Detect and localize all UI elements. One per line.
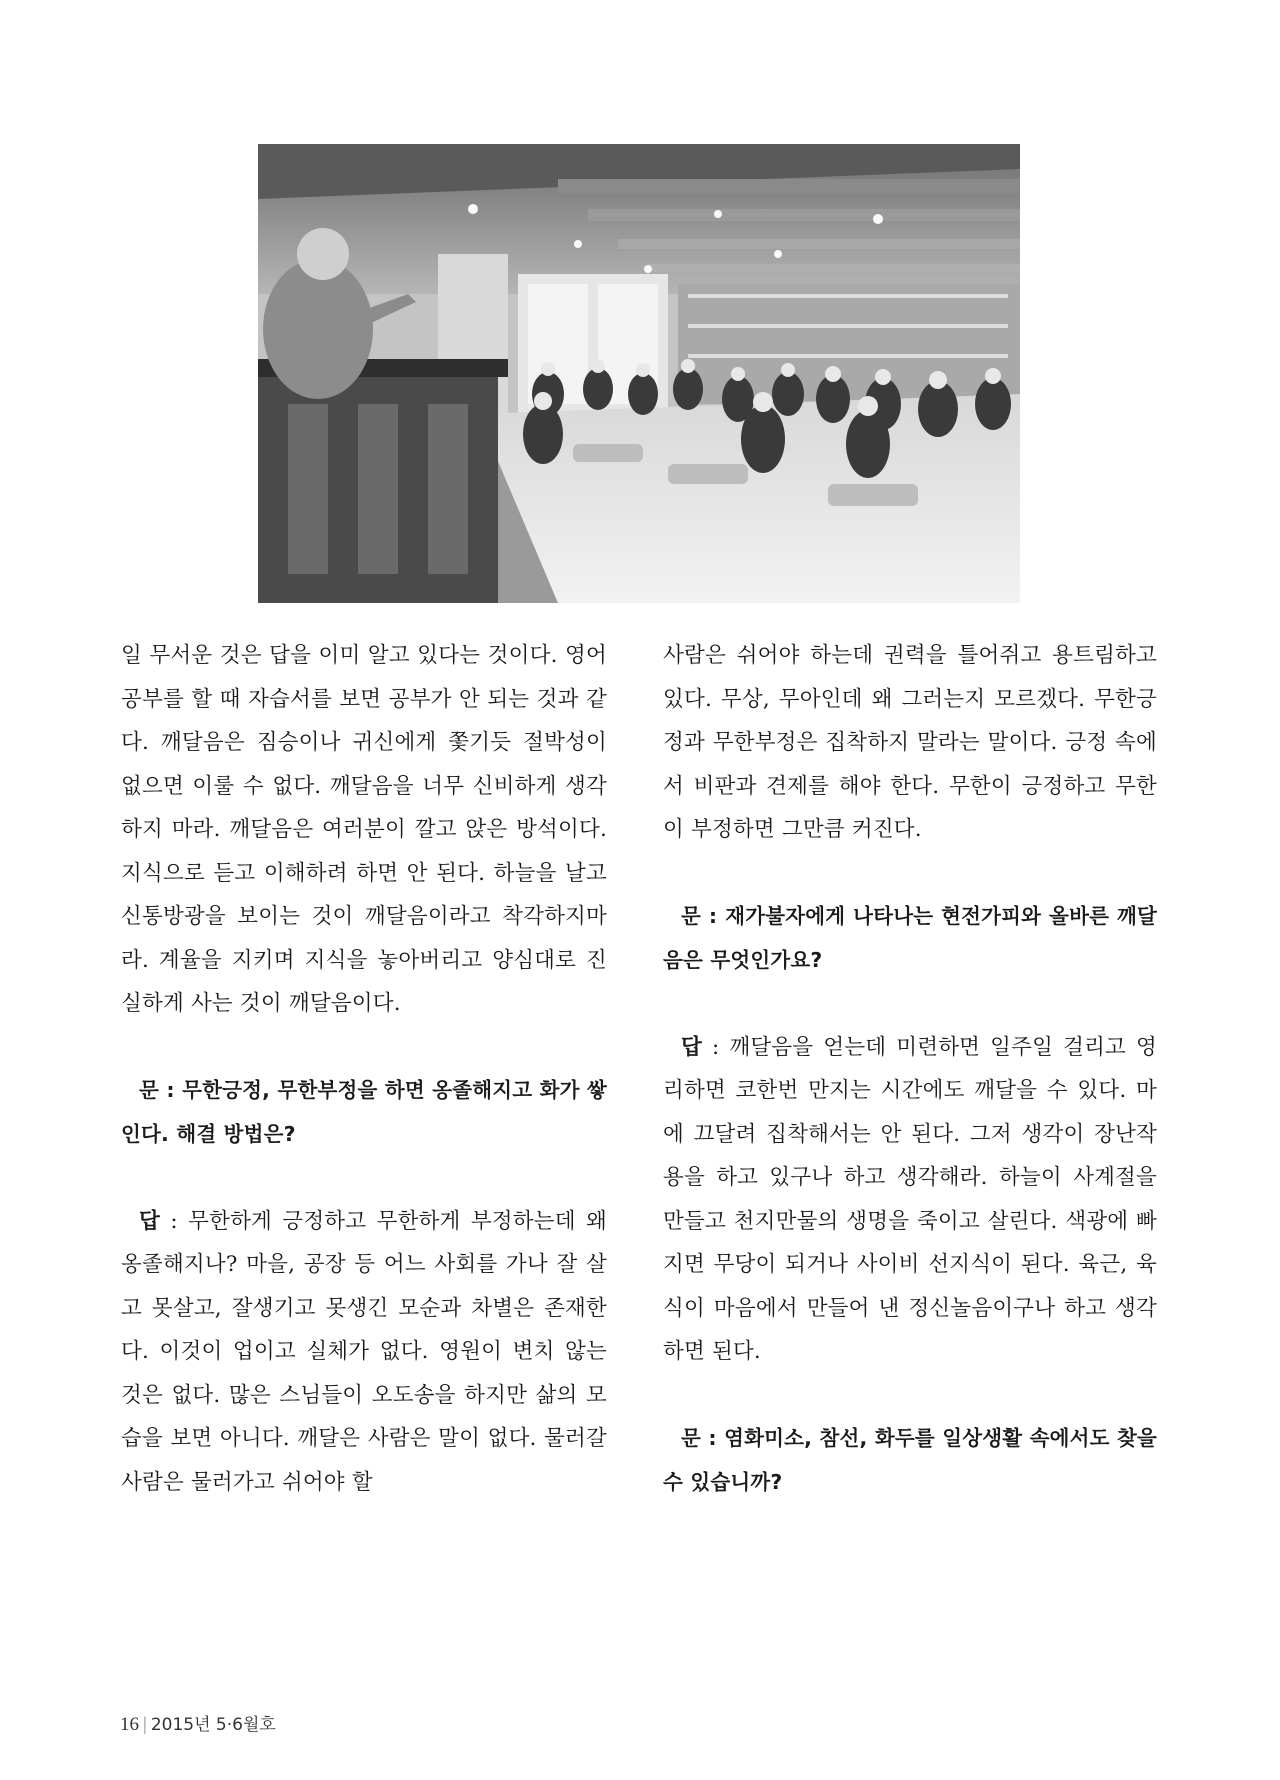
answer-paragraph [121, 1200, 607, 1505]
paragraph-spacer [663, 1374, 1157, 1418]
paragraph-spacer [663, 852, 1157, 896]
footer-separator: | [143, 1714, 147, 1735]
answer-label: 답 [139, 1208, 160, 1234]
paragraph-spacer [663, 982, 1157, 1026]
paragraph-spacer [121, 1026, 607, 1070]
paragraph-spacer [121, 1156, 607, 1200]
body-paragraph: 사람은 쉬어야 하는데 권력을 틀어쥐고 용트림하고 있다. 무상, 무아인데 왜 그러는지 모르겠다. 무한긍정과 무한부정은 집착하지 말라는 말이다. 긍정 속에서 비판과 견제를 해야 한다. 무한이 긍정하고 무한이 부정하면 그만큼 커진다. [663, 643, 1157, 842]
dharma-hall-illustration [258, 144, 1020, 603]
answer-text: : 깨달음을 얻는데 미련하면 일주일 걸리고 영리하면 코한번 만지는 시간에도 깨달을 수 있다. 마에 끄달려 집착해서는 안 된다. 그저 생각이 장난작용을 하고 있구나 하고 생각해라. 하늘이 사계절을 만들고 천지만물의 생명을 죽이고 살린다. 색광에 빠지면 무당이 되거나 사이비 선지식이 된다. 육근, 육식이 마음에서 만들어 낸 정신놀음이구나 하고 생각하면 된다. [663, 1034, 1157, 1364]
answer-label: 답 [681, 1034, 702, 1060]
question-heading: 문 : 무한긍정, 무한부정을 하면 옹졸해지고 화가 쌓인다. 해결 방법은? [121, 1078, 607, 1146]
answer-paragraph [663, 1026, 1157, 1374]
page-number: 16 [120, 1714, 139, 1735]
page-footer [120, 1710, 276, 1736]
question-heading: 문 : 재가불자에게 나타나는 현전가피와 올바른 깨달음은 무엇인가요? [663, 904, 1157, 972]
body-paragraph: 일 무서운 것은 답을 이미 알고 있다는 것이다. 영어 공부를 할 때 자습서를 보면 공부가 안 되는 것과 같다. 깨달음은 짐승이나 귀신에게 쫓기듯 절박성이 없으면 이룰 수 없다. 깨달음을 너무 신비하게 생각하지 마라. 깨달음은 여러분이 깔고 앉은 방석이다. 지식으로 듣고 이해하려 하면 안 된다. 하늘을 날고 신통방광을 보이는 것이 깨달음이라고 착각하지마라. 계율을 지키며 지식을 놓아버리고 양심대로 진실하게 사는 것이 깨달음이다. [121, 643, 607, 1016]
answer-text: : 무한하게 긍정하고 무한하게 부정하는데 왜 옹졸해지나? 마을, 공장 등 어느 사회를 가나 잘 살고 못살고, 잘생기고 못생긴 모순과 차별은 존재한다. 이것이 업이고 실체가 없다. 영원이 변치 않는 것은 없다. 많은 스님들이 오도송을 하지만 삶의 모습을 보면 아니다. 깨달은 사람은 말이 없다. 물러갈 사람은 물러가고 쉬어야 할 [121, 1208, 607, 1495]
dharma-talk-photo [258, 144, 1020, 603]
question-heading: 문 : 염화미소, 참선, 화두를 일상생활 속에서도 찾을 수 있습니까? [663, 1426, 1157, 1494]
right-column [663, 634, 1157, 1504]
left-column [121, 634, 607, 1504]
issue-label: 2015년 5·6월호 [150, 1715, 276, 1735]
